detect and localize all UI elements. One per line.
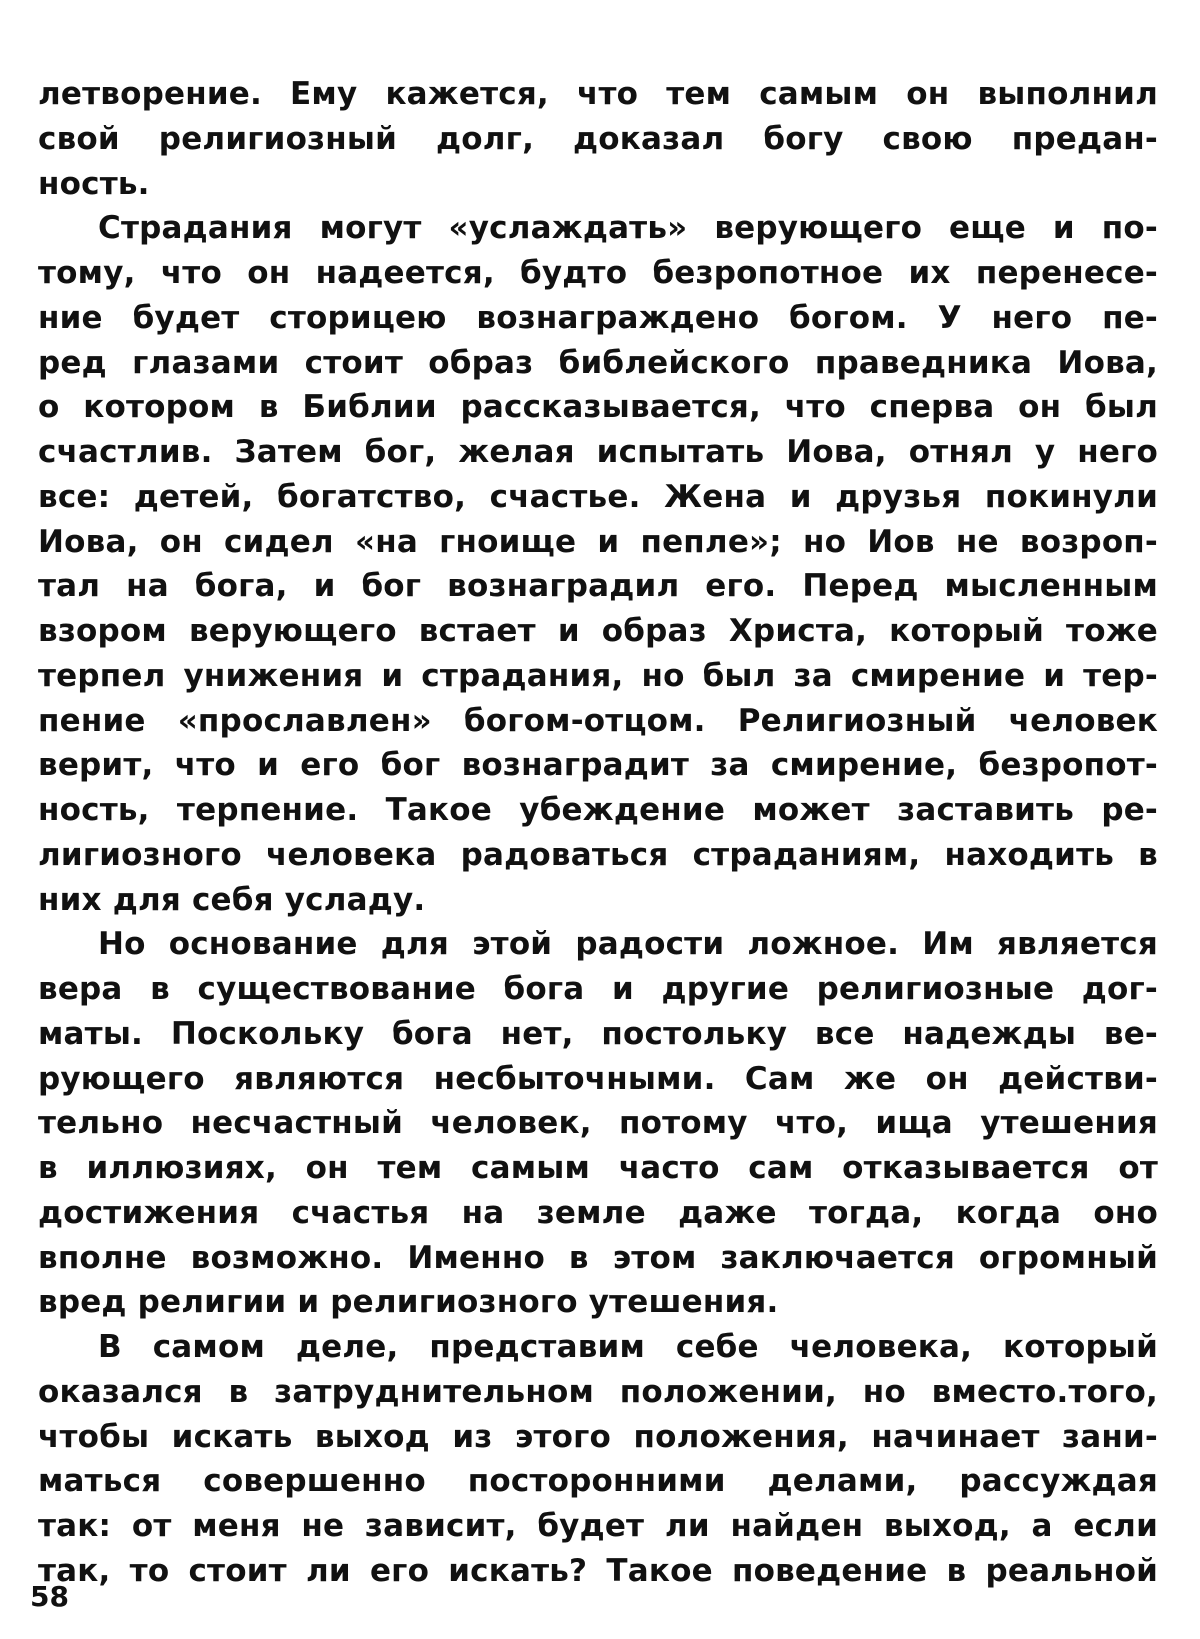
text-line: вера в существование бога и другие религиозные дог- [38, 971, 1158, 1007]
text-line: ред глазами стоит образ библейского праведника Иова, [38, 344, 1158, 381]
text-line: Но основание для этой радости ложное. Им является [98, 926, 1158, 963]
text-line: вред религии и религиозного утешения. [38, 1284, 779, 1321]
text-line: так: от меня не зависит, будет ли найден выход, а если [38, 1508, 1158, 1544]
text-line: Страдания могут «услаждать» верующего еще и по- [98, 210, 1158, 247]
text-line: взором верующего встает и образ Христа, который тоже [38, 613, 1158, 649]
text-line: о котором в Библии рассказывается, что сперва он был [38, 389, 1158, 426]
text-line: Иова, он сидел «на гноище и пепле»; но Иов не возроп- [38, 523, 1158, 560]
text-line: чтобы искать выход из этого положения, начинает зани- [38, 1418, 1158, 1455]
body-text [38, 72, 1158, 1594]
text-line: них для себя усладу. [38, 881, 426, 918]
text-line: счастлив. Затем бог, желая испытать Иова, отнял у него [38, 434, 1158, 470]
text-line: все: детей, богатство, счастье. Жена и друзья покинули [38, 478, 1158, 515]
text-line: терпел унижения и страдания, но был за смирение и тер- [38, 657, 1158, 694]
text-line: В самом деле, представим себе человека, который [98, 1329, 1158, 1365]
text-line: лигиозного человека радоваться страданиям, находить в [38, 836, 1158, 873]
text-line: в иллюзиях, он тем самым часто сам отказывается от [38, 1150, 1158, 1186]
text-line: оказался в затруднительном положении, но вместо.того, [38, 1373, 1158, 1410]
text-line: достижения счастья на земле даже тогда, когда оно [38, 1194, 1158, 1231]
text-line: ние будет сторицею вознаграждено богом. У него пе- [38, 299, 1158, 336]
text-line: верит, что и его бог вознаградит за смирение, безропот- [38, 747, 1158, 784]
text-line: тал на бога, и бог вознаградил его. Перед мысленным [38, 568, 1158, 605]
text-line: маты. Поскольку бога нет, постольку все надежды ве- [38, 1015, 1158, 1052]
text-line: рующего являются несбыточными. Сам же он действи- [38, 1060, 1158, 1097]
text-line: летворение. Ему кажется, что тем самым он выполнил [38, 76, 1158, 112]
text-line: маться совершенно посторонними делами, рассуждая [38, 1463, 1158, 1500]
text-line: тельно несчастный человек, потому что, ища утешения [38, 1105, 1158, 1142]
text-line: так, то стоит ли его искать? Такое поведение в реальной [38, 1552, 1158, 1589]
text-line: ность, терпение. Такое убеждение может заставить ре- [38, 792, 1158, 828]
text-line: свой религиозный долг, доказал богу свою предан- [38, 120, 1158, 157]
text-line: пение «прославлен» богом-отцом. Религиозный человек [38, 702, 1158, 739]
page-number: 58 [30, 1580, 69, 1613]
text-line: тому, что он надеется, будто безропотное их перенесе- [38, 255, 1158, 291]
text-line: ность. [38, 165, 150, 202]
text-line: вполне возможно. Именно в этом заключается огромный [38, 1239, 1158, 1276]
